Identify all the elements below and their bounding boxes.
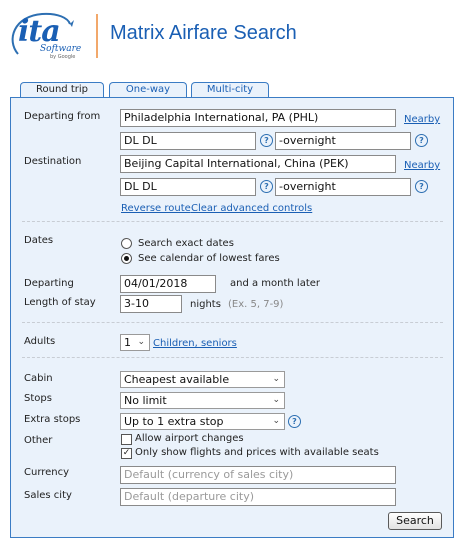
stay-hint: (Ex. 5, 7-9) bbox=[228, 299, 284, 310]
tab-round-trip[interactable]: Round trip bbox=[20, 82, 104, 98]
divider bbox=[22, 357, 443, 358]
departing-date-input[interactable]: 04/01/2018 bbox=[120, 275, 216, 293]
divider bbox=[22, 221, 443, 222]
chevron-down-icon: ⌄ bbox=[137, 337, 145, 347]
logo-sub-text: Software bbox=[40, 44, 82, 54]
extra-stops-select[interactable] bbox=[120, 413, 285, 430]
stops-label: Stops bbox=[24, 393, 52, 404]
tab-multi-city[interactable]: Multi-city bbox=[191, 82, 269, 97]
allow-airport-changes-checkbox[interactable] bbox=[121, 434, 132, 445]
currency-label: Currency bbox=[24, 467, 70, 478]
stops-value: No limit bbox=[124, 394, 167, 407]
logo-main-text: ita bbox=[18, 14, 60, 49]
departing-from-label: Departing from bbox=[24, 111, 101, 122]
only-available-label[interactable]: Only show flights and prices with available seats bbox=[135, 447, 379, 458]
extension-help-icon[interactable]: ? bbox=[415, 134, 428, 147]
exact-dates-radio[interactable] bbox=[121, 238, 132, 249]
ita-logo bbox=[8, 10, 86, 62]
adults-value: 1 bbox=[124, 336, 131, 349]
chevron-down-icon: ⌄ bbox=[272, 374, 280, 384]
extra-stops-label: Extra stops bbox=[24, 414, 81, 425]
destination-extension-input[interactable]: -overnight bbox=[275, 178, 411, 196]
page-title: Matrix Airfare Search bbox=[110, 22, 297, 44]
cabin-select[interactable] bbox=[120, 371, 285, 388]
adults-select[interactable] bbox=[120, 334, 150, 351]
calendar-radio[interactable] bbox=[121, 253, 132, 264]
clear-advanced-link[interactable]: Clear advanced controls bbox=[191, 203, 313, 214]
dates-label: Dates bbox=[24, 235, 54, 246]
divider bbox=[22, 322, 443, 323]
origin-nearby-link[interactable]: Nearby bbox=[404, 114, 441, 125]
length-of-stay-input[interactable]: 3-10 bbox=[120, 295, 182, 313]
routing-help-icon[interactable]: ? bbox=[260, 134, 273, 147]
cabin-value: Cheapest available bbox=[124, 373, 230, 386]
chevron-down-icon: ⌄ bbox=[272, 416, 280, 426]
destination-label: Destination bbox=[24, 156, 82, 167]
other-label: Other bbox=[24, 435, 53, 446]
exact-dates-label[interactable]: Search exact dates bbox=[138, 238, 234, 249]
sales-city-label: Sales city bbox=[24, 490, 72, 501]
stay-unit: nights bbox=[190, 299, 221, 310]
departing-label: Departing bbox=[24, 278, 74, 289]
routing-help-icon[interactable]: ? bbox=[260, 180, 273, 193]
extension-help-icon[interactable]: ? bbox=[415, 180, 428, 193]
search-button[interactable]: Search bbox=[388, 512, 442, 530]
destination-nearby-link[interactable]: Nearby bbox=[404, 160, 441, 171]
stops-select[interactable] bbox=[120, 392, 285, 409]
adults-label: Adults bbox=[24, 336, 56, 347]
origin-input[interactable]: Philadelphia International, PA (PHL) bbox=[120, 109, 396, 127]
header-divider bbox=[96, 14, 98, 58]
chevron-down-icon: ⌄ bbox=[272, 395, 280, 405]
tab-one-way[interactable]: One-way bbox=[109, 82, 187, 97]
destination-input[interactable]: Beijing Capital International, China (PEK) bbox=[120, 155, 396, 173]
only-available-checkbox[interactable]: ✓ bbox=[122, 448, 131, 458]
reverse-route-link[interactable]: Reverse route bbox=[121, 203, 191, 214]
destination-routing-input[interactable]: DL DL bbox=[120, 178, 256, 196]
logo-by-text: by Google bbox=[50, 54, 76, 60]
currency-input[interactable]: Default (currency of sales city) bbox=[120, 466, 396, 484]
extra-stops-help-icon[interactable]: ? bbox=[288, 415, 301, 428]
origin-extension-input[interactable]: -overnight bbox=[275, 132, 411, 150]
length-of-stay-label: Length of stay bbox=[24, 297, 96, 308]
departing-suffix: and a month later bbox=[230, 278, 321, 289]
allow-airport-changes-label[interactable]: Allow airport changes bbox=[135, 433, 244, 444]
cabin-label: Cabin bbox=[24, 373, 53, 384]
calendar-label[interactable]: See calendar of lowest fares bbox=[138, 253, 280, 264]
extra-stops-value: Up to 1 extra stop bbox=[124, 415, 224, 428]
children-seniors-link[interactable]: Children, seniors bbox=[153, 338, 237, 349]
origin-routing-input[interactable]: DL DL bbox=[120, 132, 256, 150]
sales-city-input[interactable]: Default (departure city) bbox=[120, 488, 396, 506]
